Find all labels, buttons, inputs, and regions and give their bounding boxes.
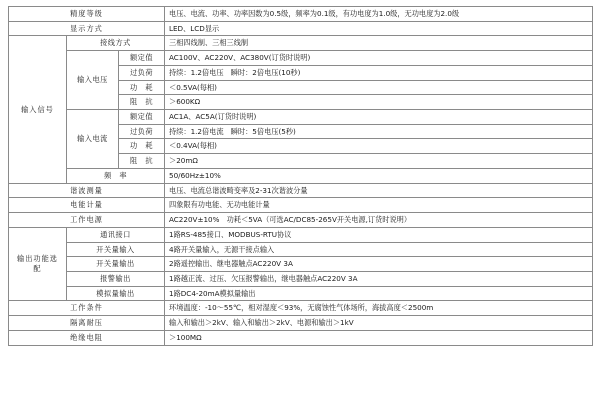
isolation-label: 隔离耐压: [9, 316, 165, 331]
input-signal-label: 输入信号: [9, 36, 67, 183]
input-current-power-value: ＜0.4VA(每相): [165, 139, 593, 154]
analog-output-value: 1路DC4-20mA模拟量输出: [165, 286, 593, 301]
output-function-label: 输出功能选配: [9, 227, 67, 301]
input-voltage-impedance-value: ＞600KΩ: [165, 95, 593, 110]
table-row: [9, 7, 593, 22]
switch-output-label: 开关量输出: [67, 257, 165, 272]
table-row: [9, 316, 593, 331]
isolation-value: 输入和输出＞2kV、输入和输出＞2kV、电源和输出＞1kV: [165, 316, 593, 331]
table-row: [9, 36, 593, 51]
input-voltage-rated-label: 额定值: [119, 51, 165, 66]
table-row: [9, 110, 593, 125]
switch-output-value: 2路遥控输出、继电器触点AC220V 3A: [165, 257, 593, 272]
table-row: [9, 330, 593, 345]
harmonic-label: 谐波测量: [9, 183, 165, 198]
insulation-value: ＞100MΩ: [165, 330, 593, 345]
working-condition-label: 工作条件: [9, 301, 165, 316]
input-current-rated-label: 额定值: [119, 110, 165, 125]
specification-table: [8, 6, 593, 346]
alarm-output-label: 报警输出: [67, 271, 165, 286]
table-row: [9, 183, 593, 198]
table-row: [9, 257, 593, 272]
accuracy-label: 精度等级: [9, 7, 165, 22]
input-current-overload-value: 持续：1.2倍电流 瞬时：5倍电压(5秒): [165, 124, 593, 139]
input-voltage-label: 输入电压: [67, 51, 119, 110]
switch-input-label: 开关量输入: [67, 242, 165, 257]
switch-input-value: 4路开关量输入，无源干接点输入: [165, 242, 593, 257]
working-condition-value: 环境温度：-10～55℃，相对湿度＜93%，无腐蚀性气体场所，海拔高度＜2500m: [165, 301, 593, 316]
harmonic-value: 电压、电流总谐波畸变率及2-31次谐波分量: [165, 183, 593, 198]
table-row: [9, 227, 593, 242]
insulation-label: 绝缘电阻: [9, 330, 165, 345]
input-current-overload-label: 过负荷: [119, 124, 165, 139]
table-row: [9, 51, 593, 66]
energy-value: 四象限有功电能、无功电能计量: [165, 198, 593, 213]
table-row: [9, 213, 593, 228]
comm-interface-value: 1路RS-485接口、MODBUS-RTU协议: [165, 227, 593, 242]
display-label: 显示方式: [9, 21, 165, 36]
comm-interface-label: 通讯接口: [67, 227, 165, 242]
input-current-label: 输入电流: [67, 110, 119, 169]
input-current-impedance-label: 阻 抗: [119, 154, 165, 169]
input-voltage-rated-value: AC100V、AC220V、AC380V(订货时说明): [165, 51, 593, 66]
table-row: [9, 301, 593, 316]
alarm-output-value: 1路越正流、过压、欠压报警输出，继电器触点AC220V 3A: [165, 271, 593, 286]
frequency-value: 50/60Hz±10%: [165, 168, 593, 183]
table-row: [9, 168, 593, 183]
input-voltage-overload-value: 持续：1.2倍电压 瞬时：2倍电压(10秒): [165, 65, 593, 80]
table-row: [9, 242, 593, 257]
table-row: [9, 21, 593, 36]
input-current-rated-value: AC1A、AC5A(订货时说明): [165, 110, 593, 125]
input-voltage-power-value: ＜0.5VA(每相): [165, 80, 593, 95]
energy-label: 电能计量: [9, 198, 165, 213]
power-supply-label: 工作电源: [9, 213, 165, 228]
table-row: [9, 198, 593, 213]
frequency-label: 频 率: [67, 168, 165, 183]
display-value: LED、LCD显示: [165, 21, 593, 36]
power-supply-value: AC220V±10% 功耗＜5VA（可选AC/DC85-265V开关电源,订货时说明）: [165, 213, 593, 228]
wiring-label: 接线方式: [67, 36, 165, 51]
input-voltage-overload-label: 过负荷: [119, 65, 165, 80]
wiring-value: 三相四线制、三相三线制: [165, 36, 593, 51]
analog-output-label: 模拟量输出: [67, 286, 165, 301]
table-row: [9, 286, 593, 301]
table-row: [9, 271, 593, 286]
input-voltage-power-label: 功 耗: [119, 80, 165, 95]
accuracy-value: 电压、电流、功率、功率因数为0.5级，频率为0.1级，有功电度为1.0级，无功电度为2.0级: [165, 7, 593, 22]
input-current-impedance-value: ＞20mΩ: [165, 154, 593, 169]
input-voltage-impedance-label: 阻 抗: [119, 95, 165, 110]
input-current-power-label: 功 耗: [119, 139, 165, 154]
